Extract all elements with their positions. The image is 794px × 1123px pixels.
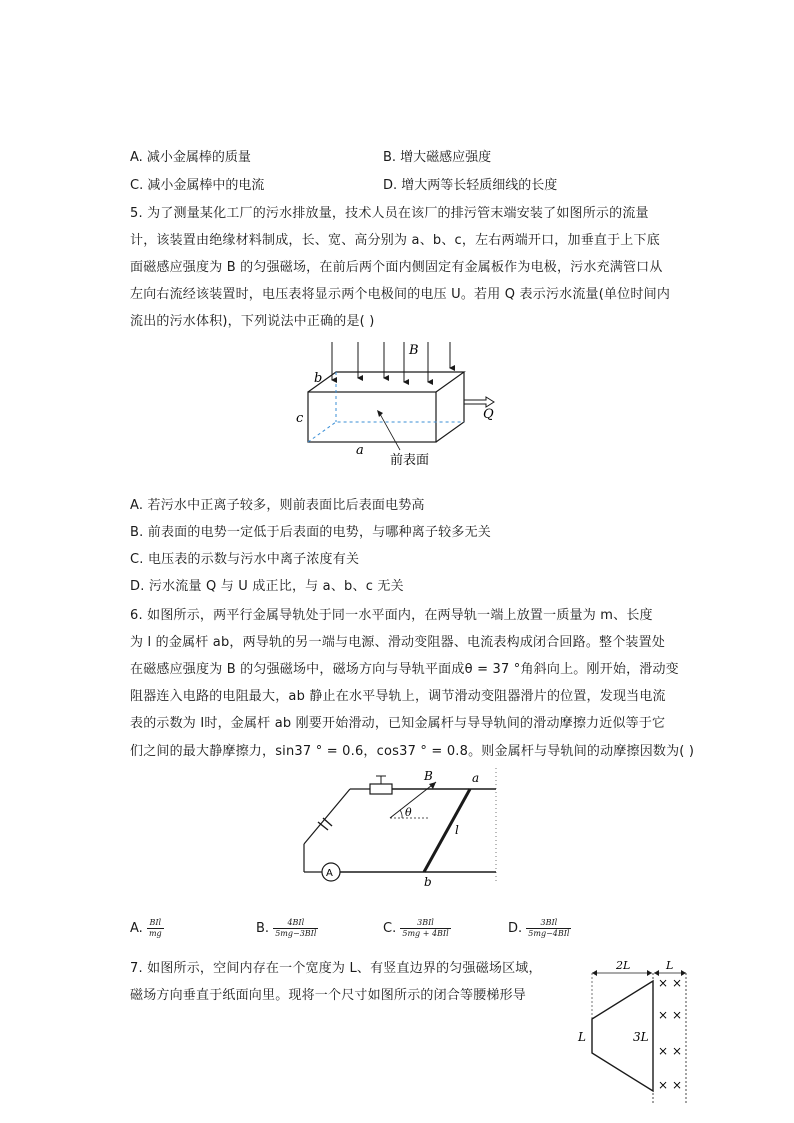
field-cross: × xyxy=(658,1078,669,1092)
q6-stem-line: 们之间的最大静摩擦力，sin37 ° = 0.6，cos37 ° = 0.8。则金属杆与导轨间的动摩擦因数为( ) xyxy=(130,744,695,759)
q7-stem-line: 磁场方向垂直于纸面向里。现将一个尺寸如图所示的闭合等腰梯形导 xyxy=(130,988,527,1003)
label-b-field: B xyxy=(409,343,419,358)
label-field-b: B xyxy=(424,769,433,783)
q5-option-d: D. 污水流量 Q 与 U 成正比，与 a、b、c 无关 xyxy=(130,579,404,594)
label-theta: θ xyxy=(405,806,412,819)
label-l-top: L xyxy=(666,959,674,972)
q6-stem-line: 在磁感应强度为 B 的匀强磁场中，磁场方向与导轨平面成θ = 37 °角斜向上。刚开始，滑动变 xyxy=(130,662,679,677)
q6-rail-circuit-figure xyxy=(290,764,505,889)
q4-option-c: C. 减小金属棒中的电流 xyxy=(130,178,265,193)
label-c-height: c xyxy=(296,411,304,426)
label-a-length: a xyxy=(356,443,364,458)
label-l-left: L xyxy=(578,1030,586,1044)
q7-stem-line: 7. 如图所示，空间内存在一个宽度为 L、有竖直边界的匀强磁场区域， xyxy=(130,961,542,976)
box-top-face xyxy=(308,372,464,392)
rheostat xyxy=(370,784,392,794)
q6-stem-line: 为 l 的金属杆 ab，两导轨的另一端与电源、滑动变阻器、电流表构成闭合回路。整个装置处 xyxy=(130,635,666,650)
field-cross: × xyxy=(658,976,669,990)
field-cross: × xyxy=(672,976,683,990)
q6-option-a: A. $\frac{\text{BIl}}{mg}$ xyxy=(130,918,162,938)
field-cross: × xyxy=(658,1044,669,1058)
rod-ab xyxy=(424,789,470,872)
label-b: b xyxy=(424,875,432,889)
q5-stem-line: 流出的污水体积)，下列说法中正确的是( ) xyxy=(130,314,375,329)
label-b-width: b xyxy=(314,371,323,386)
flow-arrow xyxy=(464,397,494,407)
label-l: l xyxy=(455,823,459,837)
label-q: Q xyxy=(483,407,494,422)
field-cross: × xyxy=(672,1078,683,1092)
q5-flowmeter-figure xyxy=(280,338,510,468)
field-cross: × xyxy=(658,1008,669,1022)
q4-option-d: D. 增大两等长轻质细线的长度 xyxy=(383,178,558,193)
q5-stem-line: 左向右流经该装置时，电压表将显示两个电极间的电压 U。若用 Q 表示污水流量(单位时间内 xyxy=(130,287,671,302)
q5-stem-line: 计，该装置由绝缘材料制成，长、宽、高分别为 a、b、c，左右两端开口，加垂直于上下底 xyxy=(130,233,660,248)
label-2l: 2L xyxy=(616,959,631,972)
field-cross: × xyxy=(672,1044,683,1058)
q4-option-b: B. 增大磁感应强度 xyxy=(383,150,492,165)
ammeter-label: A xyxy=(326,868,333,879)
q6-stem-line: 阻器连入电路的电阻最大，ab 静止在水平导轨上，调节滑动变阻器滑片的位置，发现当电流 xyxy=(130,689,666,704)
q5-option-b: B. 前表面的电势一定低于后表面的电势，与哪种离子较多无关 xyxy=(130,525,491,540)
q5-stem-line: 5. 为了测量某化工厂的污水排放量，技术人员在该厂的排污管末端安装了如图所示的流量 xyxy=(130,206,649,221)
field-cross: × xyxy=(672,1008,683,1022)
front-face-caption: 前表面 xyxy=(390,453,430,468)
q5-option-a: A. 若污水中正离子较多，则前表面比后表面电势高 xyxy=(130,498,425,513)
q6-option-d: D. $\frac{\text{3BIl}}{\text{5mg−4BIl}}$ xyxy=(508,918,570,938)
label-a: a xyxy=(472,771,480,785)
label-3l: 3L xyxy=(633,1030,649,1044)
q6-option-c: C. $\frac{\text{3BIl}}{\text{5mg + 4BIl}}$ xyxy=(383,918,449,938)
q7-trapezoid-figure xyxy=(574,957,694,1107)
q6-option-b: B. $\frac{\text{4BIl}}{\text{5mg−3BIl}}$ xyxy=(256,918,317,938)
q4-option-a: A. 减小金属棒的质量 xyxy=(130,150,251,165)
q5-option-c: C. 电压表的示数与污水中离子浓度有关 xyxy=(130,552,360,567)
box-front-face xyxy=(308,392,436,442)
q6-stem-line: 6. 如图所示，两平行金属导轨处于同一水平面内，在两导轨一端上放置一质量为 m、长度 xyxy=(130,608,653,623)
b-field-arrow xyxy=(390,782,436,818)
q5-stem-line: 面磁感应强度为 B 的匀强磁场，在前后两个面内侧固定有金属板作为电极，污水充满管口从 xyxy=(130,260,663,275)
pointer-line xyxy=(380,414,400,450)
q6-stem-line: 表的示数为 I时，金属杆 ab 刚要开始滑动，已知金属杆与导导轨间的滑动摩擦力近似等于它 xyxy=(130,716,666,731)
